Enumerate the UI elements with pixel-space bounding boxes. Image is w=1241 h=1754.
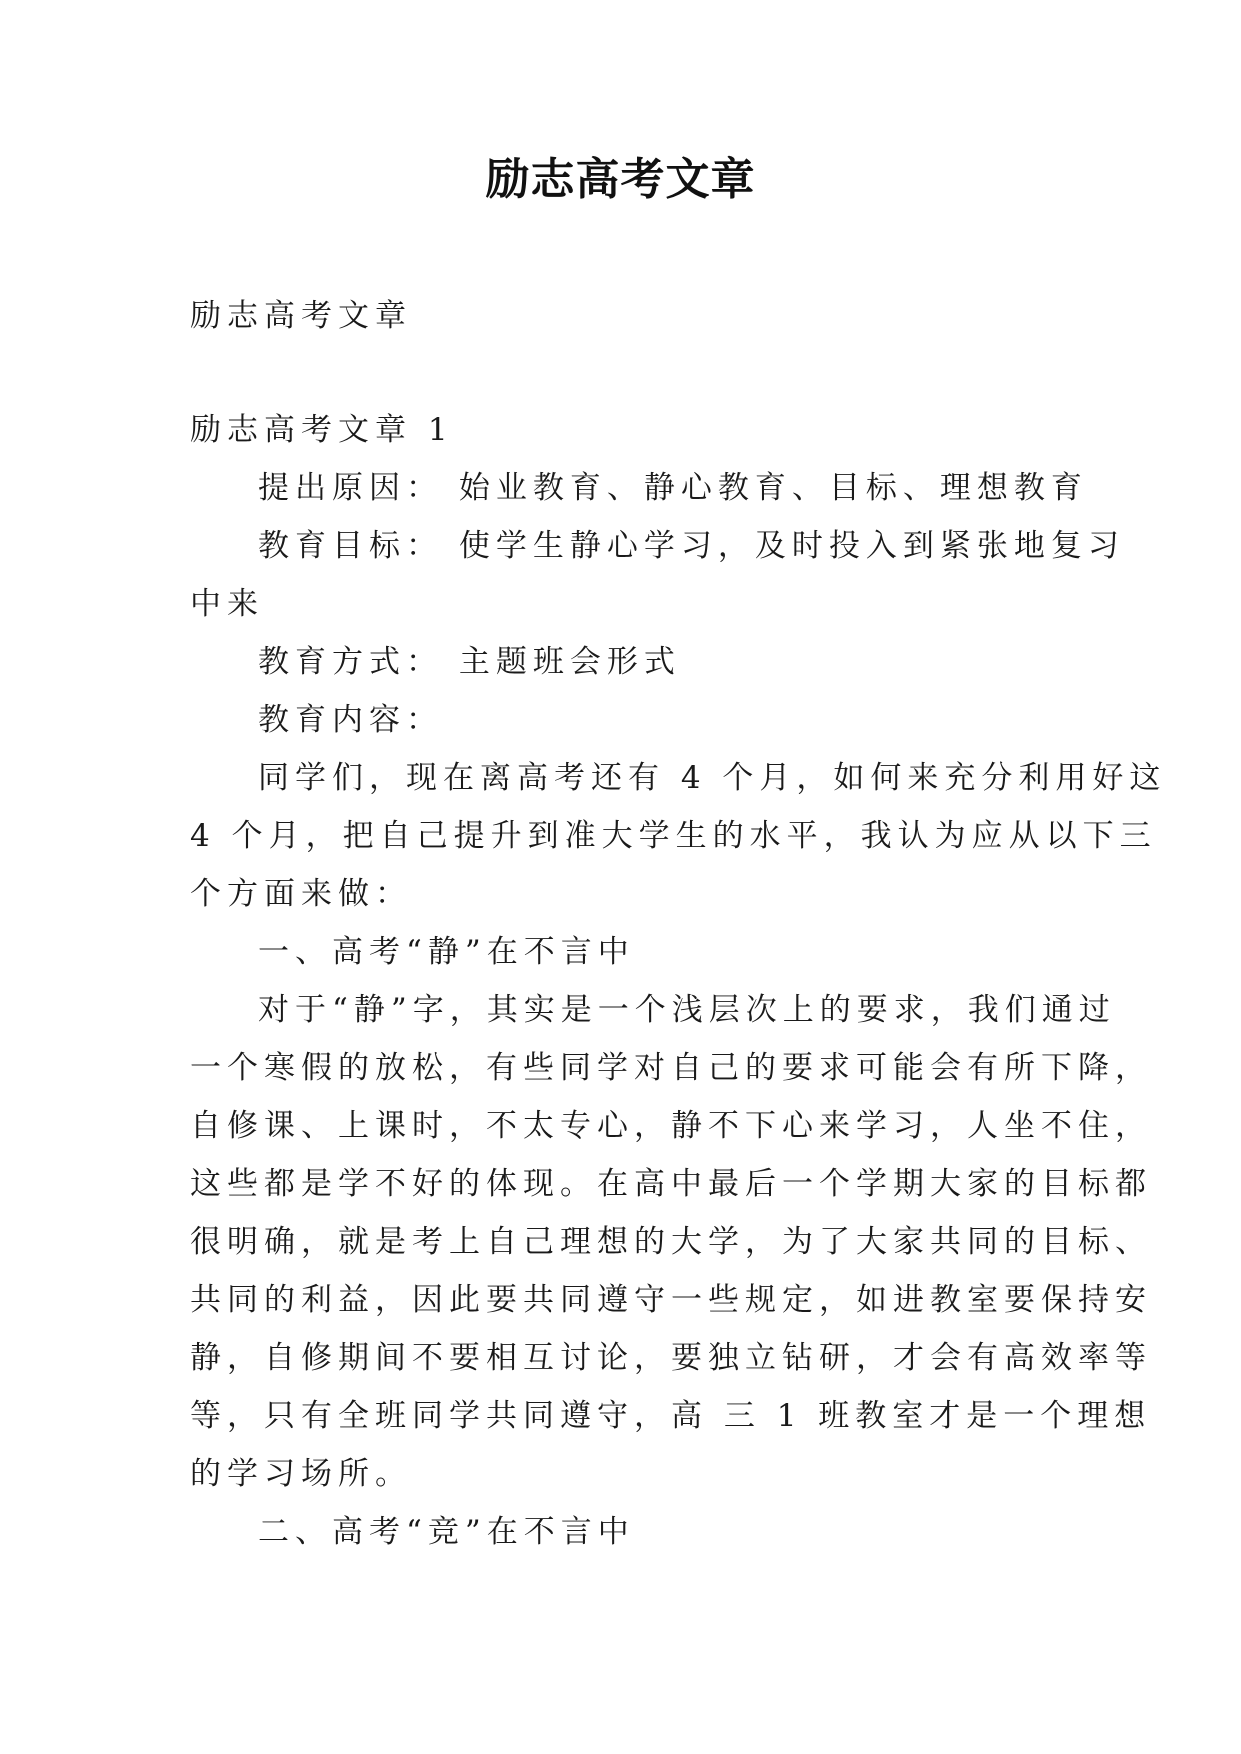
paragraph-line: 个方面来做： — [190, 876, 412, 912]
subsection-heading: 二、高考“竞”在不言中 — [258, 1514, 635, 1550]
paragraph-line: 的学习场所。 — [190, 1456, 412, 1492]
paragraph-line: 共同的利益，因此要共同遵守一些规定，如进教室要保持安 — [190, 1282, 1152, 1318]
intro-heading: 励志高考文章 — [190, 298, 412, 334]
paragraph-line: 对于“静”字，其实是一个浅层次上的要求，我们通过 — [258, 992, 1116, 1028]
paragraph-line: 教育内容： — [258, 702, 443, 738]
paragraph-line: 自修课、上课时，不太专心，静不下心来学习，人坐不住， — [190, 1108, 1152, 1144]
paragraph-line: 一个寒假的放松，有些同学对自己的要求可能会有所下降， — [190, 1050, 1152, 1086]
document-title: 励志高考文章 — [485, 154, 756, 205]
paragraph-line: 静，自修期间不要相互讨论，要独立钻研，才会有高效率等 — [190, 1340, 1152, 1376]
paragraph-line: 教育方式： 主题班会形式 — [258, 644, 681, 680]
paragraph-line: 等，只有全班同学共同遵守，高 三 1 班教室才是一个理想 — [190, 1398, 1152, 1434]
paragraph-line: 很明确，就是考上自己理想的大学，为了大家共同的目标、 — [190, 1224, 1152, 1260]
paragraph-line: 这些都是学不好的体现。在高中最后一个学期大家的目标都 — [190, 1166, 1152, 1202]
paragraph-line: 4 个月，把自己提升到准大学生的水平，我认为应从以下三 — [190, 818, 1157, 854]
paragraph-line: 同学们，现在离高考还有 4 个月，如何来充分利用好这 — [258, 760, 1167, 796]
paragraph-line: 中来 — [190, 586, 264, 622]
section-heading: 励志高考文章 1 — [190, 412, 454, 448]
subsection-heading: 一、高考“静”在不言中 — [258, 934, 635, 970]
paragraph-line: 提出原因： 始业教育、静心教育、目标、理想教育 — [258, 470, 1088, 506]
paragraph-line: 教育目标： 使学生静心学习，及时投入到紧张地复习 — [258, 528, 1125, 564]
